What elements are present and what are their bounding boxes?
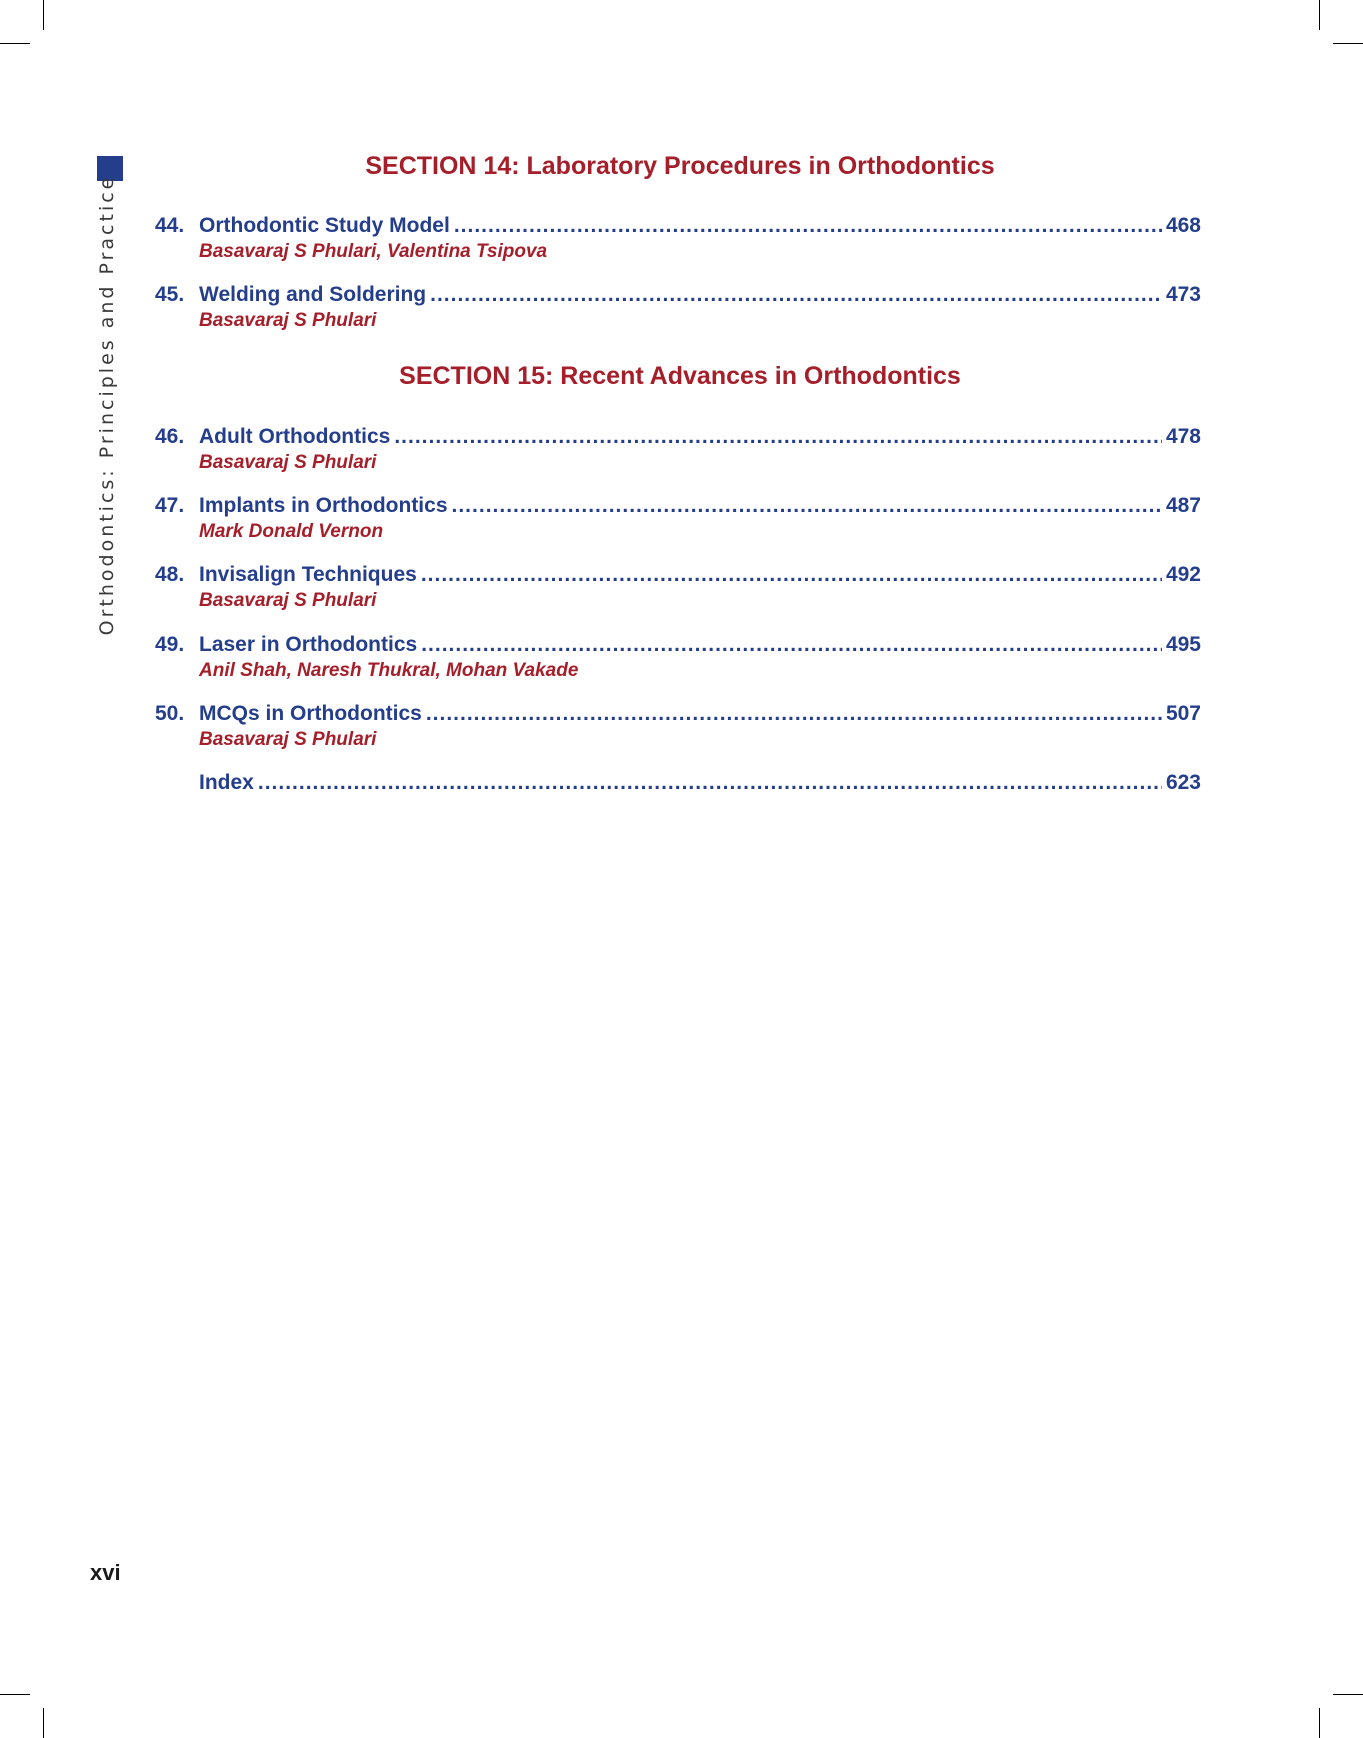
dot-leader	[452, 492, 1162, 519]
toc-entry[interactable]	[155, 281, 1201, 333]
page-number: 495	[1165, 633, 1201, 656]
dot-leader	[394, 423, 1162, 450]
crop-mark	[1333, 43, 1363, 44]
crop-mark	[0, 43, 30, 44]
chapter-number: 48.	[155, 563, 185, 586]
crop-mark	[1333, 1694, 1363, 1695]
chapter-author: Basavaraj S Phulari	[199, 590, 377, 611]
crop-mark	[43, 0, 44, 30]
dot-leader	[258, 769, 1162, 796]
toc-entry[interactable]	[155, 212, 1201, 264]
chapter-title: Adult Orthodontics	[199, 425, 391, 448]
page-number: 507	[1165, 702, 1201, 725]
chapter-author: Anil Shah, Naresh Thukral, Mohan Vakade	[199, 660, 579, 681]
chapter-author: Basavaraj S Phulari	[199, 729, 377, 750]
crop-mark	[1319, 0, 1320, 30]
chapter-title: Laser in Orthodontics	[199, 633, 418, 656]
crop-mark	[1319, 1708, 1320, 1738]
chapter-number: 46.	[155, 425, 185, 448]
running-book-title: Orthodontics: Principles and Practice	[96, 174, 118, 636]
chapter-title: Implants in Orthodontics	[199, 494, 448, 517]
toc-entry[interactable]	[155, 561, 1201, 613]
page-number: 623	[1165, 771, 1201, 794]
toc-entry[interactable]	[155, 631, 1201, 683]
page-number: 487	[1165, 494, 1201, 517]
toc-entry[interactable]	[155, 492, 1201, 544]
dot-leader	[421, 561, 1162, 588]
chapter-title: Orthodontic Study Model	[199, 214, 450, 237]
chapter-title: MCQs in Orthodontics	[199, 702, 422, 725]
chapter-author: Basavaraj S Phulari	[199, 452, 377, 473]
page-number: 468	[1165, 214, 1201, 237]
chapter-title: Index	[199, 771, 254, 794]
toc-entry-index[interactable]	[155, 769, 1201, 796]
chapter-author: Basavaraj S Phulari	[199, 310, 377, 331]
dot-leader	[430, 281, 1162, 308]
dot-leader	[454, 212, 1162, 239]
dot-leader	[421, 631, 1162, 658]
page-number: 492	[1165, 563, 1201, 586]
chapter-number: 44.	[155, 214, 185, 237]
chapter-number: 49.	[155, 633, 185, 656]
section-heading: SECTION 15: Recent Advances in Orthodontics	[399, 362, 961, 390]
chapter-number: 45.	[155, 283, 185, 306]
section-heading: SECTION 14: Laboratory Procedures in Orthodontics	[365, 152, 995, 180]
chapter-number: 50.	[155, 702, 185, 725]
chapter-author: Basavaraj S Phulari, Valentina Tsipova	[199, 241, 548, 262]
page-folio: xvi	[90, 1560, 121, 1585]
chapter-number: 47.	[155, 494, 185, 517]
chapter-author: Mark Donald Vernon	[199, 521, 384, 542]
crop-mark	[0, 1694, 30, 1695]
toc-entry[interactable]	[155, 700, 1201, 752]
page-number: 473	[1165, 283, 1201, 306]
toc-entry[interactable]	[155, 423, 1201, 475]
chapter-title: Invisalign Techniques	[199, 563, 417, 586]
chapter-title: Welding and Soldering	[199, 283, 427, 306]
dot-leader	[426, 700, 1162, 727]
page-number: 478	[1165, 425, 1201, 448]
crop-mark	[43, 1708, 44, 1738]
